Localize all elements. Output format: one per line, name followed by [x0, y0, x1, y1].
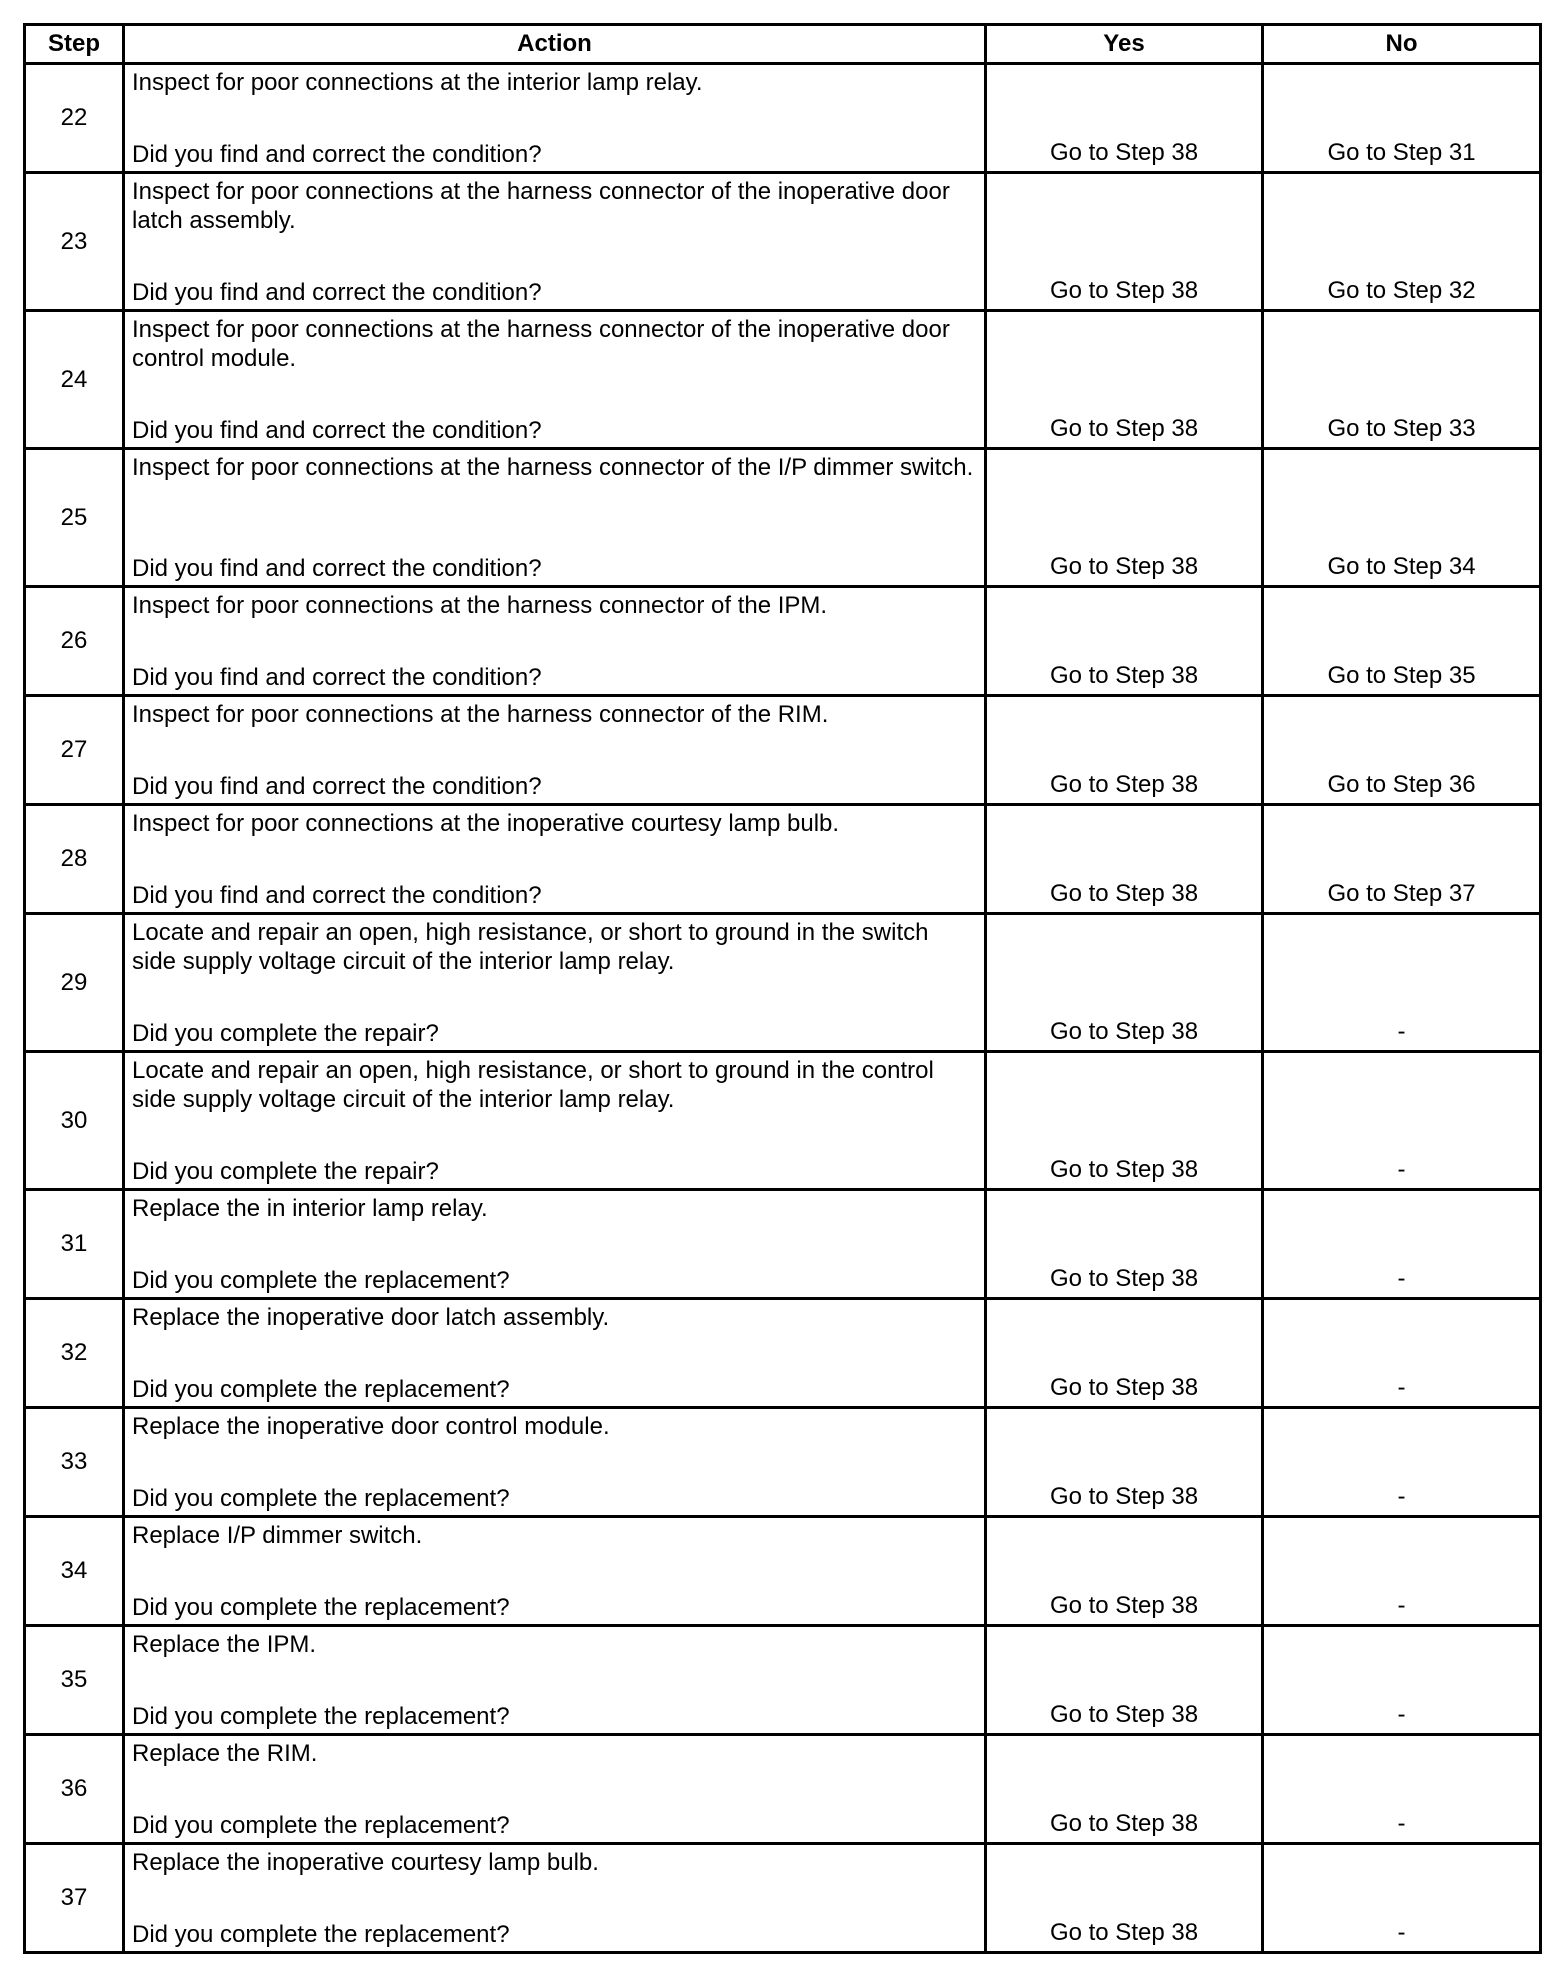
yes-result: Go to Step 38: [986, 449, 1263, 587]
table-row: [25, 449, 1541, 587]
table-row: [25, 587, 1541, 696]
action-instruction: Inspect for poor connections at the harness connector of the inoperative door control module.: [132, 316, 950, 372]
yes-result: Go to Step 38: [986, 1408, 1263, 1517]
action-question: Did you complete the replacement?: [132, 1703, 510, 1730]
action-content: [132, 1194, 978, 1297]
action-question: Did you complete the replacement?: [132, 1812, 510, 1839]
action-question: Did you complete the replacement?: [132, 1594, 510, 1621]
no-result: Go to Step 33: [1263, 311, 1541, 449]
table-row: [25, 64, 1541, 173]
step-number: 24: [25, 311, 124, 449]
action-content: [132, 1630, 978, 1733]
no-result: -: [1263, 1190, 1541, 1299]
action-instruction: Inspect for poor connections at the harness connector of the inoperative door latch assembly.: [132, 178, 950, 234]
action-instruction: Replace the inoperative door control module.: [132, 1413, 610, 1440]
step-number: 25: [25, 449, 124, 587]
step-number: 32: [25, 1299, 124, 1408]
action-question: Did you find and correct the condition?: [132, 664, 542, 691]
yes-result: Go to Step 38: [986, 1299, 1263, 1408]
step-number: 26: [25, 587, 124, 696]
action-content: [132, 68, 978, 171]
table-row: [25, 1517, 1541, 1626]
step-number: 29: [25, 914, 124, 1052]
action-content: [132, 1056, 978, 1188]
table-row: [25, 805, 1541, 914]
step-number: 22: [25, 64, 124, 173]
yes-result: Go to Step 38: [986, 64, 1263, 173]
action-instruction: Replace the IPM.: [132, 1631, 317, 1658]
action-instruction: Replace the inoperative door latch assembly.: [132, 1304, 610, 1331]
table-header-row: [25, 25, 1541, 64]
table-row: [25, 311, 1541, 449]
no-result: Go to Step 35: [1263, 587, 1541, 696]
action-cell: [124, 1735, 986, 1844]
action-content: [132, 177, 978, 309]
action-content: [132, 809, 978, 912]
action-instruction: Inspect for poor connections at the harness connector of the IPM.: [132, 592, 828, 619]
yes-result: Go to Step 38: [986, 1844, 1263, 1953]
header-action: Action: [124, 25, 986, 64]
table-row: [25, 1735, 1541, 1844]
action-content: [132, 1521, 978, 1624]
action-content: [132, 1412, 978, 1515]
diagnostic-table: [23, 23, 1542, 1954]
action-cell: [124, 587, 986, 696]
yes-result: Go to Step 38: [986, 1626, 1263, 1735]
action-instruction: Inspect for poor connections at the interior lamp relay.: [132, 69, 703, 96]
action-cell: [124, 1299, 986, 1408]
no-result: -: [1263, 1844, 1541, 1953]
action-question: Did you complete the repair?: [132, 1020, 439, 1047]
step-number: 28: [25, 805, 124, 914]
header-no: No: [1263, 25, 1541, 64]
action-content: [132, 1303, 978, 1406]
action-content: [132, 918, 978, 1050]
table-row: [25, 1408, 1541, 1517]
table-row: [25, 1052, 1541, 1190]
header-yes: Yes: [986, 25, 1263, 64]
action-cell: [124, 805, 986, 914]
step-number: 23: [25, 173, 124, 311]
table-row: [25, 173, 1541, 311]
action-question: Did you complete the repair?: [132, 1158, 439, 1185]
yes-result: Go to Step 38: [986, 1735, 1263, 1844]
action-question: Did you find and correct the condition?: [132, 555, 542, 582]
no-result: -: [1263, 1735, 1541, 1844]
yes-result: Go to Step 38: [986, 1190, 1263, 1299]
action-content: [132, 453, 978, 585]
action-question: Did you find and correct the condition?: [132, 141, 542, 168]
action-question: Did you complete the replacement?: [132, 1376, 510, 1403]
no-result: -: [1263, 1299, 1541, 1408]
action-content: [132, 700, 978, 803]
action-cell: [124, 1517, 986, 1626]
step-number: 30: [25, 1052, 124, 1190]
yes-result: Go to Step 38: [986, 696, 1263, 805]
no-result: Go to Step 36: [1263, 696, 1541, 805]
step-number: 34: [25, 1517, 124, 1626]
action-question: Did you find and correct the condition?: [132, 417, 542, 444]
table-row: [25, 696, 1541, 805]
action-question: Did you find and correct the condition?: [132, 773, 542, 800]
table-body: [25, 64, 1541, 1953]
step-number: 31: [25, 1190, 124, 1299]
table-row: [25, 914, 1541, 1052]
yes-result: Go to Step 38: [986, 173, 1263, 311]
action-cell: [124, 1844, 986, 1953]
yes-result: Go to Step 38: [986, 311, 1263, 449]
action-question: Did you find and correct the condition?: [132, 279, 542, 306]
action-cell: [124, 1052, 986, 1190]
action-instruction: Replace the in interior lamp relay.: [132, 1195, 488, 1222]
no-result: Go to Step 37: [1263, 805, 1541, 914]
no-result: -: [1263, 1408, 1541, 1517]
yes-result: Go to Step 38: [986, 914, 1263, 1052]
action-instruction: Inspect for poor connections at the harness connector of the I/P dimmer switch.: [132, 454, 974, 481]
action-content: [132, 591, 978, 694]
action-cell: [124, 1190, 986, 1299]
action-instruction: Inspect for poor connections at the harness connector of the RIM.: [132, 701, 829, 728]
yes-result: Go to Step 38: [986, 805, 1263, 914]
action-cell: [124, 1626, 986, 1735]
action-cell: [124, 173, 986, 311]
no-result: -: [1263, 1626, 1541, 1735]
step-number: 37: [25, 1844, 124, 1953]
action-content: [132, 315, 978, 447]
step-number: 33: [25, 1408, 124, 1517]
table-row: [25, 1190, 1541, 1299]
yes-result: Go to Step 38: [986, 1517, 1263, 1626]
action-instruction: Replace the inoperative courtesy lamp bulb.: [132, 1849, 599, 1876]
no-result: Go to Step 31: [1263, 64, 1541, 173]
action-cell: [124, 311, 986, 449]
action-instruction: Locate and repair an open, high resistance, or short to ground in the control side supply voltage circuit of the interior lamp relay.: [132, 1057, 934, 1113]
step-number: 27: [25, 696, 124, 805]
no-result: Go to Step 34: [1263, 449, 1541, 587]
action-instruction: Replace the RIM.: [132, 1740, 318, 1767]
no-result: -: [1263, 914, 1541, 1052]
action-cell: [124, 1408, 986, 1517]
action-cell: [124, 696, 986, 805]
step-number: 36: [25, 1735, 124, 1844]
no-result: -: [1263, 1517, 1541, 1626]
action-cell: [124, 64, 986, 173]
table-row: [25, 1626, 1541, 1735]
action-cell: [124, 914, 986, 1052]
no-result: Go to Step 32: [1263, 173, 1541, 311]
no-result: -: [1263, 1052, 1541, 1190]
action-question: Did you complete the replacement?: [132, 1921, 510, 1948]
action-cell: [124, 449, 986, 587]
action-question: Did you complete the replacement?: [132, 1267, 510, 1294]
yes-result: Go to Step 38: [986, 1052, 1263, 1190]
table-row: [25, 1844, 1541, 1953]
action-instruction: Locate and repair an open, high resistance, or short to ground in the switch side supply voltage circuit of the interior lamp relay.: [132, 919, 929, 975]
action-content: [132, 1739, 978, 1842]
header-step: Step: [25, 25, 124, 64]
action-question: Did you find and correct the condition?: [132, 882, 542, 909]
action-content: [132, 1848, 978, 1951]
action-instruction: Inspect for poor connections at the inoperative courtesy lamp bulb.: [132, 810, 840, 837]
action-instruction: Replace I/P dimmer switch.: [132, 1522, 423, 1549]
yes-result: Go to Step 38: [986, 587, 1263, 696]
step-number: 35: [25, 1626, 124, 1735]
action-question: Did you complete the replacement?: [132, 1485, 510, 1512]
table-row: [25, 1299, 1541, 1408]
